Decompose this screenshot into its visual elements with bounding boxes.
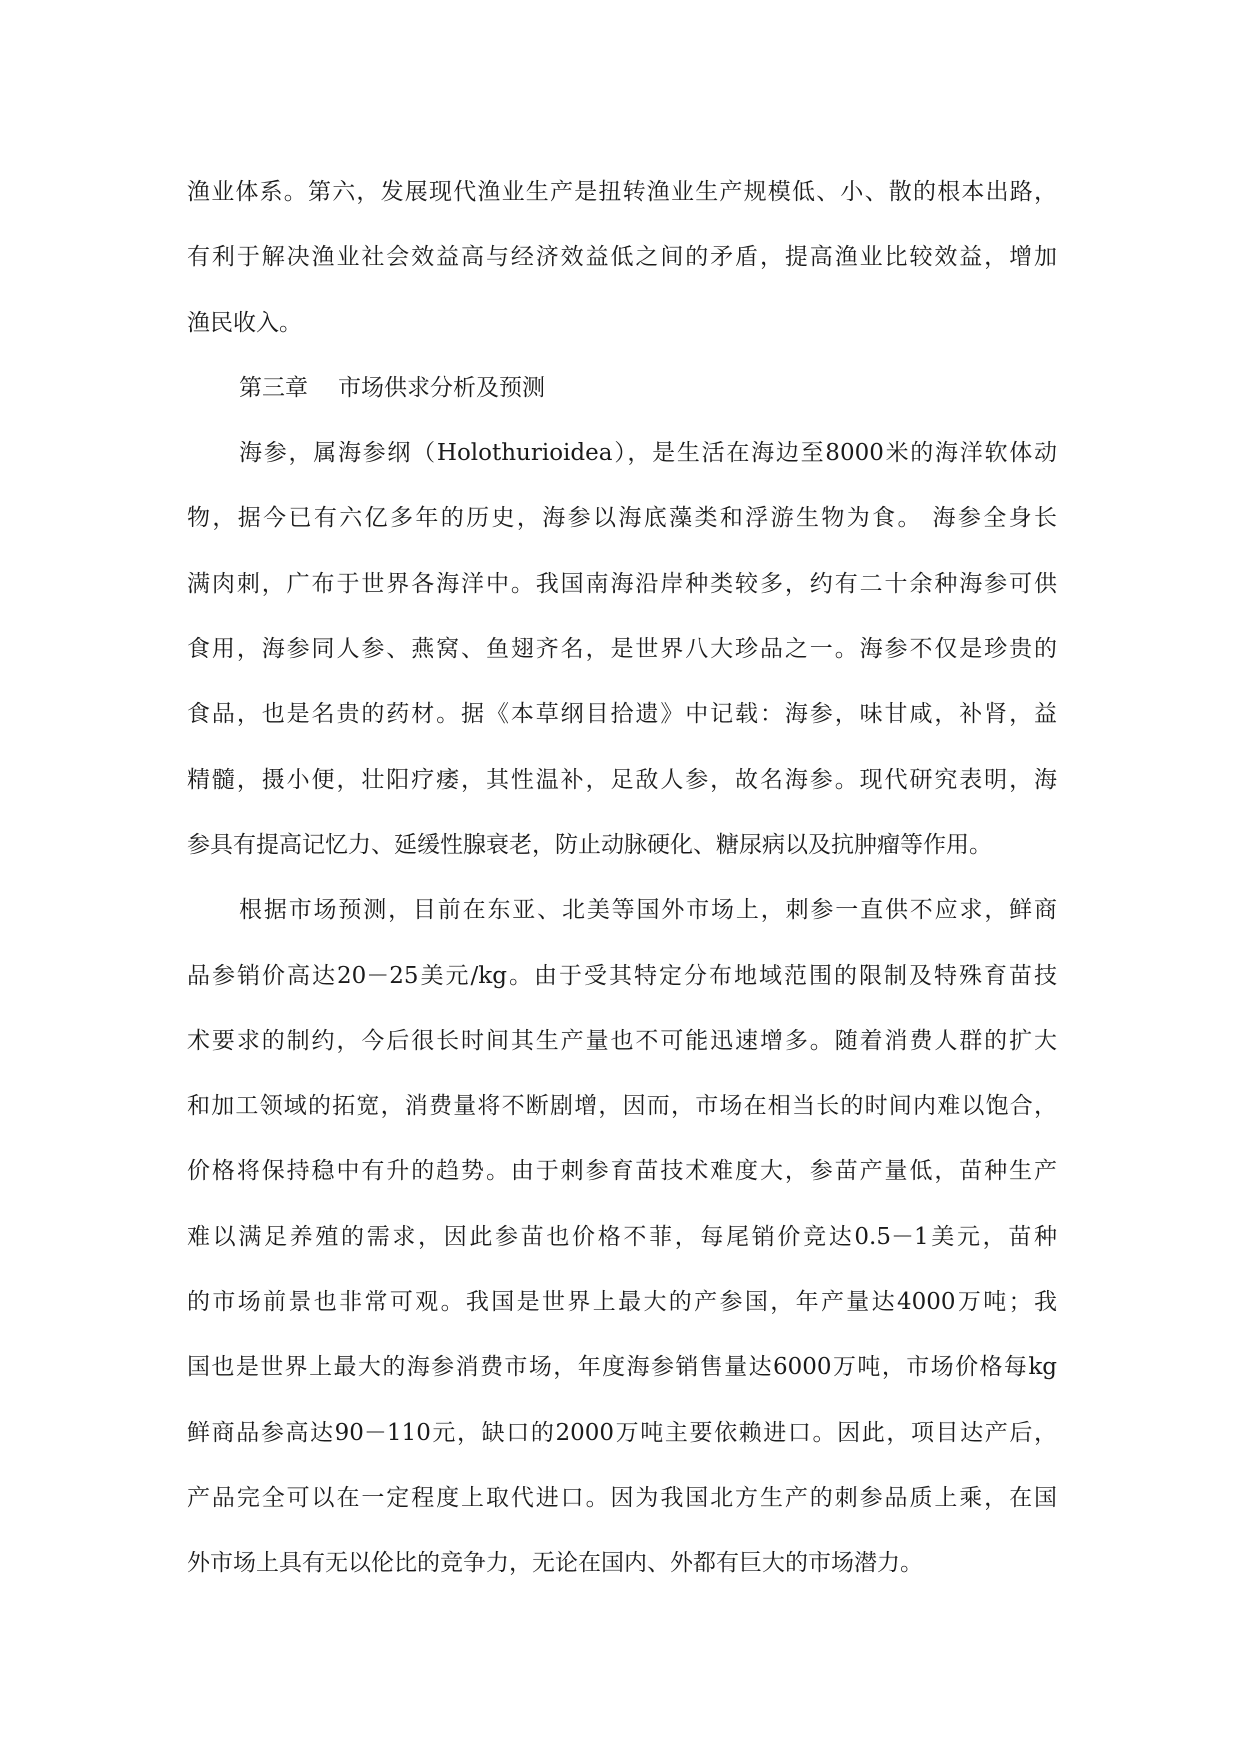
paragraph-line: 根据市场预测，目前在东亚、北美等国外市场上，刺参一直供不应求，鲜商 [239,897,1057,924]
chapter-heading [187,356,1057,421]
document-body [187,160,1057,1597]
paragraph-line: 海参，属海参纲（Holothurioidea），是生活在海边至8000米的海洋软体动 [239,440,1057,467]
chapter-number: 第三章 [239,374,308,401]
paragraph-line: 满肉刺，广布于世界各海洋中。我国南海沿岸种类较多，约有二十余种海参可供 [187,570,1057,597]
paragraph-line: 精髓，摄小便，壮阳疗痿，其性温补，足敌人参，故名海参。现代研究表明，海 [187,766,1057,793]
paragraph-line: 食品，也是名贵的药材。据《本草纲目拾遗》中记载：海参，味甘咸，补肾，益 [187,701,1057,728]
paragraph-line: 食用，海参同人参、燕窝、鱼翅齐名，是世界八大珍品之一。海参不仅是珍贵的 [187,636,1057,663]
paragraph-line: 术要求的制约，今后很长时间其生产量也不可能迅速增多。随着消费人群的扩大 [187,1027,1057,1054]
paragraph-line: 外市场上具有无以伦比的竞争力，无论在国内、外都有巨大的市场潜力。 [187,1550,923,1577]
chapter-title: 市场供求分析及预测 [338,374,545,401]
paragraph-line: 产品完全可以在一定程度上取代进口。因为我国北方生产的刺参品质上乘，在国 [187,1484,1057,1511]
paragraph-line: 渔民收入。 [187,309,302,336]
paragraph-line: 有利于解决渔业社会效益高与经济效益低之间的矛盾，提高渔业比较效益，增加 [187,244,1057,271]
paragraph-line: 价格将保持稳中有升的趋势。由于刺参育苗技术难度大，参苗产量低，苗种生产 [187,1158,1057,1185]
paragraph-line: 物，据今已有六亿多年的历史，海参以海底藻类和浮游生物为食。 海参全身长 [187,505,1057,532]
paragraph-line: 鲜商品参高达90－110元，缺口的2000万吨主要依赖进口。因此，项目达产后， [187,1419,1057,1446]
paragraph-line: 和加工领域的拓宽，消费量将不断剧增，因而，市场在相当长的时间内难以饱合， [187,1093,1057,1120]
paragraph-line: 的市场前景也非常可观。我国是世界上最大的产参国，年产量达4000万吨；我 [187,1289,1057,1316]
paragraph-line: 难以满足养殖的需求，因此参苗也价格不菲，每尾销价竞达0.5－1美元，苗种 [187,1223,1057,1250]
paragraph-line: 参具有提高记忆力、延缓性腺衰老，防止动脉硬化、糖尿病以及抗肿瘤等作用。 [187,831,992,858]
paragraph-line: 国也是世界上最大的海参消费市场，年度海参销售量达6000万吨，市场价格每kg [187,1354,1057,1381]
paragraph-line: 品参销价高达20－25美元/kg。由于受其特定分布地域范围的限制及特殊育苗技 [187,962,1057,989]
paragraph-line: 渔业体系。第六，发展现代渔业生产是扭转渔业生产规模低、小、散的根本出路， [187,179,1057,205]
